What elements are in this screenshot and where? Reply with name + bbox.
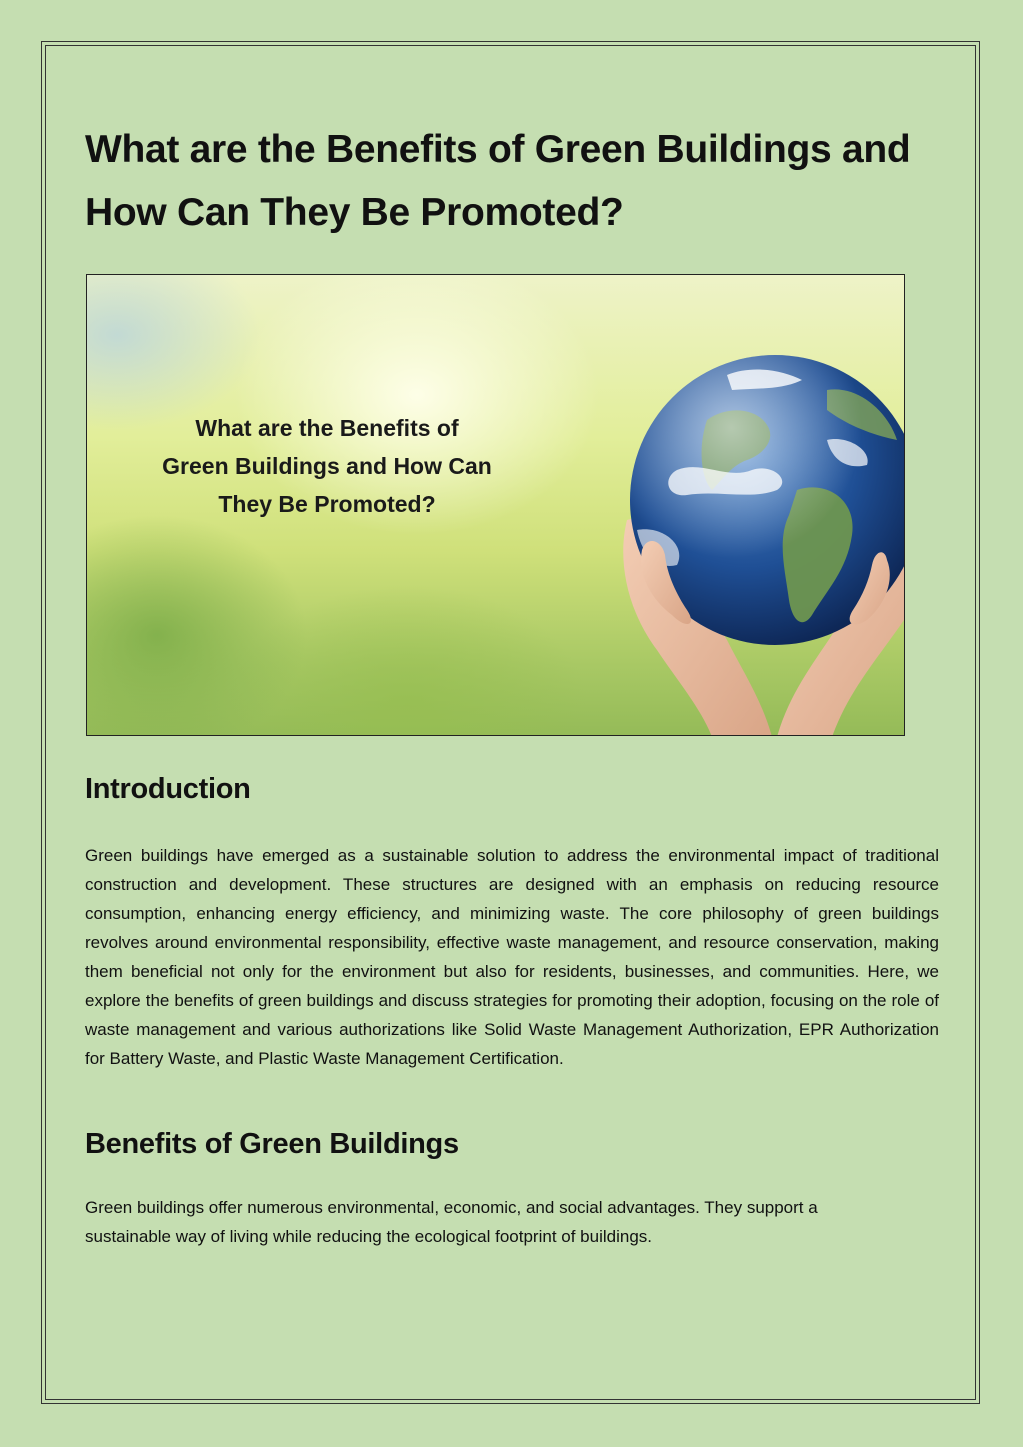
hero-caption (117, 409, 537, 523)
section-heading-benefits: Benefits of Green Buildings (85, 1128, 459, 1160)
section-heading-introduction: Introduction (85, 773, 251, 805)
hero-caption-line: Green Buildings and How Can (162, 453, 492, 479)
document-title: What are the Benefits of Green Buildings and How Can They Be Promoted? (85, 128, 911, 234)
hero-caption-line: They Be Promoted? (218, 491, 436, 517)
benefits-paragraph: Green buildings offer numerous environmental, economic, and social advantages. They support a sustainable way of living while reducing the ecological footprint of buildings. (85, 1198, 818, 1246)
hero-caption-line: What are the Benefits of (195, 415, 459, 441)
hero-image (86, 274, 905, 736)
globe-in-hands-illustration (527, 330, 905, 736)
introduction-paragraph: Green buildings have emerged as a sustainable solution to address the environmental impact of traditional construction and development. These structures are designed with an emphasis on reducing resource consumption, enhancing energy efficiency, and minimizing waste. The core philosophy of green buildings revolves around environmental responsibility, effective waste management, and resource conservation, making them beneficial not only for the environment but also for residents, businesses, and communities. Here, we explore the benefits of green buildings and discuss strategies for promoting their adoption, focusing on the role of waste management and various authorizations like Solid Waste Management Authorization, EPR Authorization for Battery Waste, and Plastic Waste Management Certification. (85, 846, 939, 1068)
